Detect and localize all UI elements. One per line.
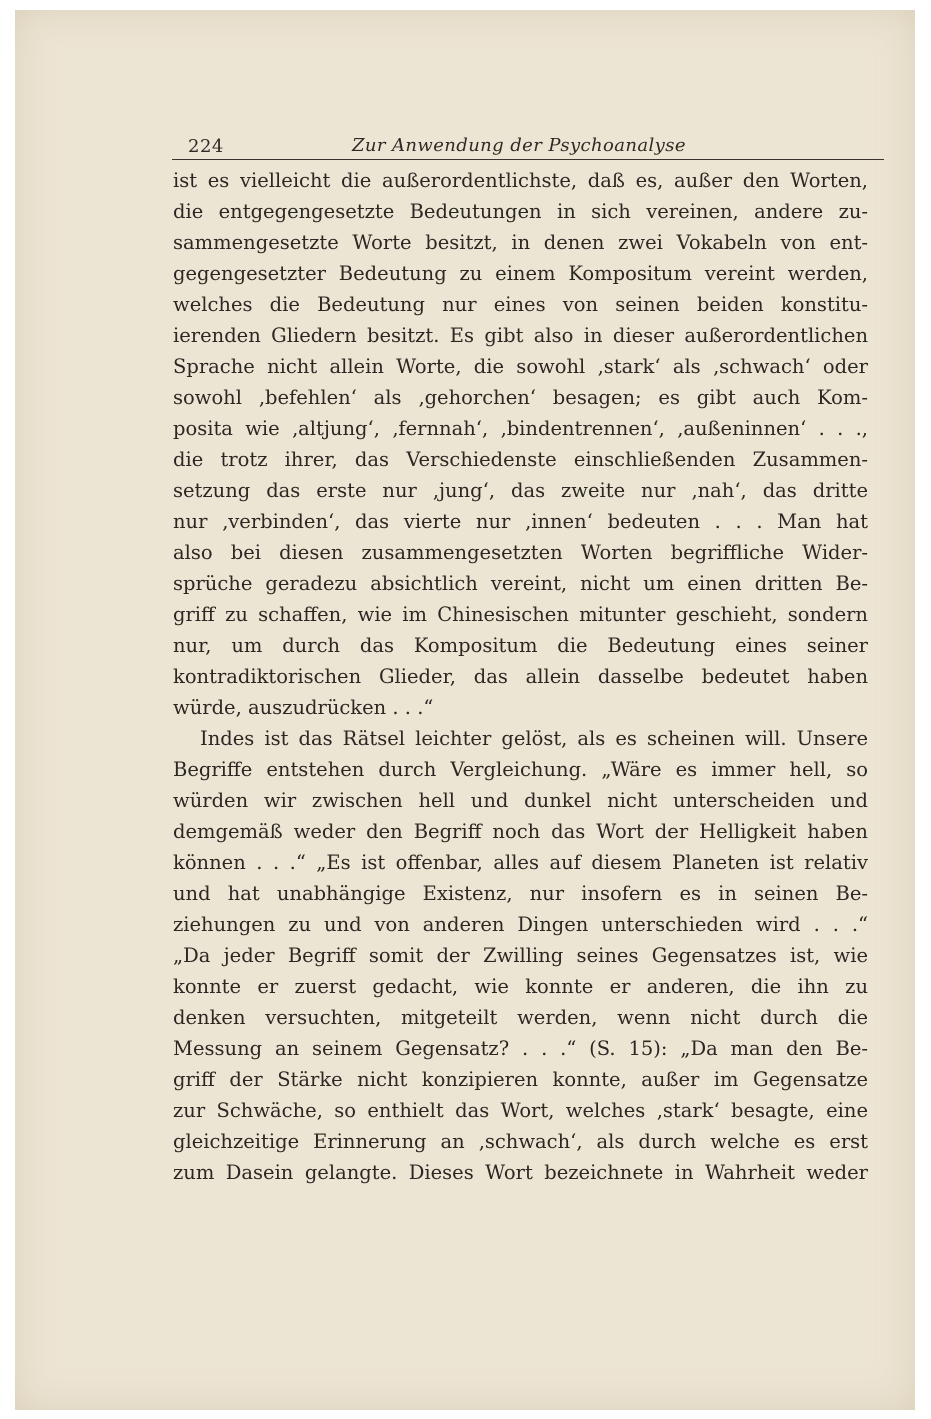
text-line: griff der Stärke nicht konzipieren konnte, außer im Gegensatze [173, 1068, 868, 1091]
text-line: nur ‚verbinden‘, das vierte nur ‚innen‘ bedeuten . . . Man hat [173, 510, 868, 533]
text-line: können . . .“ „Es ist offenbar, alles auf diesem Planeten ist relativ [173, 851, 868, 874]
text-line: setzung das erste nur ‚jung‘, das zweite nur ‚nah‘, das dritte [173, 479, 868, 502]
text-line: welches die Bedeutung nur eines von seinen beiden konstitu- [173, 293, 868, 316]
text-line: kontradiktorischen Glieder, das allein dasselbe bedeutet haben [173, 665, 868, 688]
text-line: sprüche geradezu absichtlich vereint, nicht um einen dritten Be- [173, 572, 868, 595]
text-line: posita wie ‚altjung‘, ‚fernnah‘, ‚bindentrennen‘, ‚außeninnen‘ . . ., [173, 417, 868, 440]
text-line: griff zu schaffen, wie im Chinesischen mitunter geschieht, sondern [173, 603, 868, 626]
text-line: demgemäß weder den Begriff noch das Wort der Helligkeit haben [173, 820, 868, 843]
paragraph-end-line: würde, auszudrücken . . .“ [173, 696, 434, 719]
running-title: Zur Anwendung der Psychoanalyse [352, 135, 686, 156]
text-line: und hat unabhängige Existenz, nur insofern es in seinen Be- [173, 882, 868, 905]
text-line: ierenden Gliedern besitzt. Es gibt also in dieser außerordentlichen [173, 324, 868, 347]
text-line: konnte er zuerst gedacht, wie konnte er anderen, die ihn zu [173, 975, 868, 998]
text-line: gegengesetzter Bedeutung zu einem Kompositum vereint werden, [173, 262, 868, 285]
text-line: sammengesetzte Worte besitzt, in denen zwei Vokabeln von ent- [173, 231, 868, 254]
text-line: die entgegengesetzte Bedeutungen in sich vereinen, andere zu- [173, 200, 868, 223]
text-line: ziehungen zu und von anderen Dingen unterschieden wird . . .“ [173, 913, 868, 936]
text-line: also bei diesen zusammengesetzten Worten begriffliche Wider- [173, 541, 868, 564]
text-line: die trotz ihrer, das Verschiedenste einschließenden Zusammen- [173, 448, 868, 471]
text-line: nur, um durch das Kompositum die Bedeutung eines seiner [173, 634, 868, 657]
body-text [173, 165, 868, 1188]
text-line: würden wir zwischen hell und dunkel nicht unterscheiden und [173, 789, 868, 812]
paragraph-start-line: Indes ist das Rätsel leichter gelöst, als es scheinen will. Unsere [200, 727, 868, 750]
page-number: 224 [188, 136, 224, 157]
text-line: denken versuchten, mitgeteilt werden, wenn nicht durch die [173, 1006, 868, 1029]
text-line: ist es vielleicht die außerordentlichste, daß es, außer den Worten, [173, 169, 868, 192]
text-line: sowohl ‚befehlen‘ als ‚gehorchen‘ besagen; es gibt auch Kom- [173, 386, 868, 409]
text-line: „Da jeder Begriff somit der Zwilling seines Gegensatzes ist, wie [173, 944, 868, 967]
text-line: Begriffe entstehen durch Vergleichung. „Wäre es immer hell, so [173, 758, 868, 781]
text-line: Sprache nicht allein Worte, die sowohl ‚stark‘ als ‚schwach‘ oder [173, 355, 868, 378]
text-line: gleichzeitige Erinnerung an ‚schwach‘, als durch welche es erst [173, 1130, 868, 1153]
text-line: zum Dasein gelangte. Dieses Wort bezeichnete in Wahrheit weder [173, 1161, 868, 1184]
text-line: zur Schwäche, so enthielt das Wort, welches ‚stark‘ besagte, eine [173, 1099, 868, 1122]
text-line: Messung an seinem Gegensatz? . . .“ (S. 15): „Da man den Be- [173, 1037, 868, 1060]
page-header [172, 133, 884, 160]
